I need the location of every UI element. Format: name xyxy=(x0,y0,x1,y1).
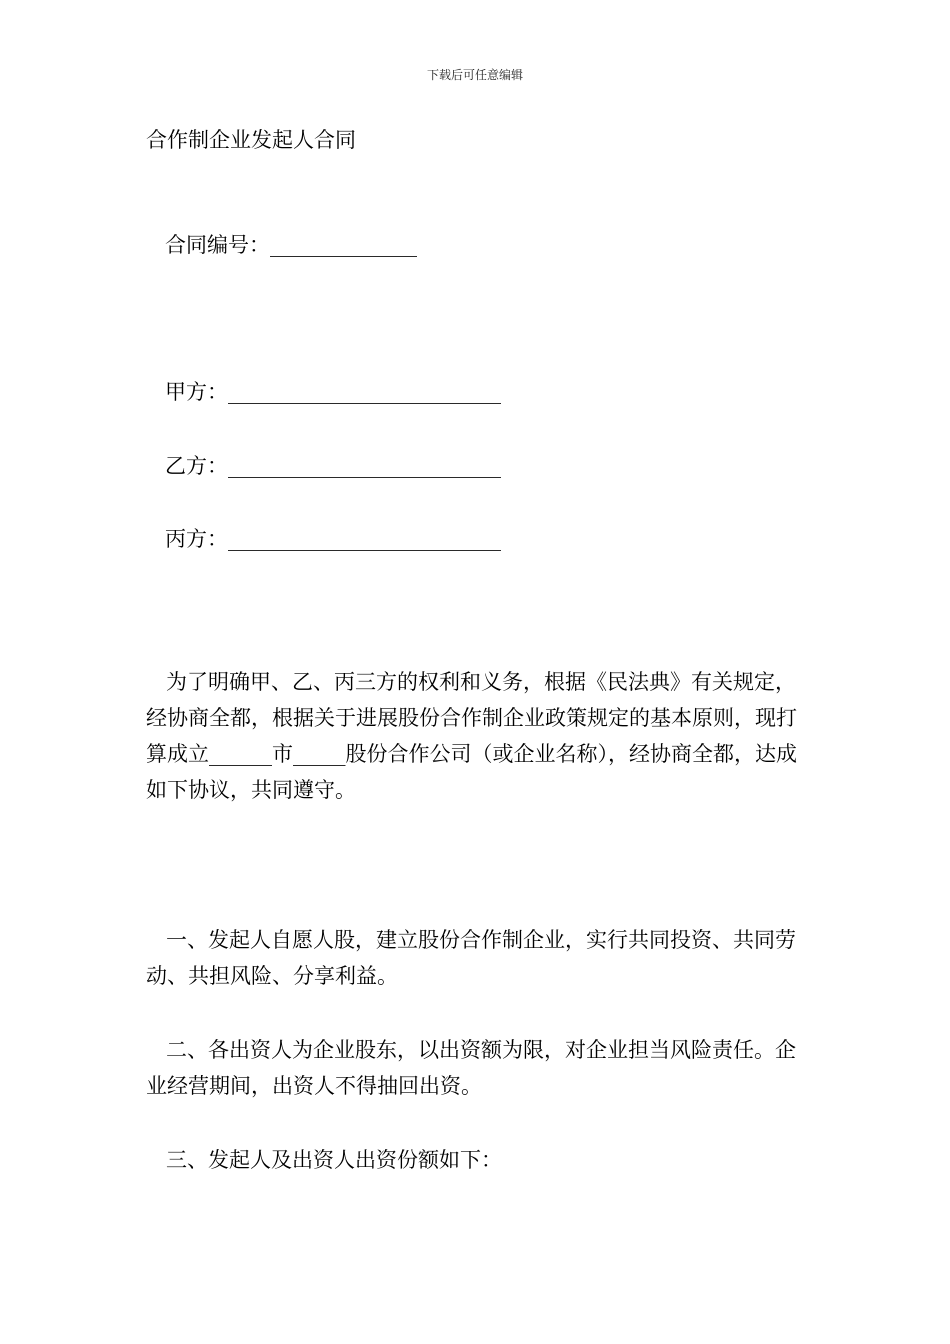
clause-3-text: 三、发起人及出资人出资份额如下： xyxy=(166,1148,502,1172)
party-b-field: 乙方：__________________________ xyxy=(165,454,501,478)
party-c-field: 丙方：__________________________ xyxy=(165,527,501,551)
intro-text: 为了明确甲、乙、丙三方的权利和义务，根据《民法典》有关规定，经协商全都，根据关于进展股份合作制企业政策规定的基本原则，现打算成立______市_____股份合作公司（或企业名称），经协商全都，达成如下协议，共同遵守。 xyxy=(146,670,797,802)
clause-1-text: 一、发起人自愿人股，建立股份合作制企业，实行共同投资、共同劳动、共担风险、分享利益。 xyxy=(146,928,796,988)
intro-paragraph xyxy=(146,664,814,808)
party-a-field: 甲方：__________________________ xyxy=(165,380,501,404)
header-note: 下载后可任意编辑 xyxy=(426,68,523,82)
clause-2 xyxy=(146,1032,814,1104)
contract-number-field: 合同编号：______________ xyxy=(165,233,417,257)
clause-1 xyxy=(146,922,814,994)
clause-3 xyxy=(146,1142,814,1178)
document-title: 合作制企业发起人合同 xyxy=(146,128,356,152)
clause-2-text: 二、各出资人为企业股东，以出资额为限，对企业担当风险责任。企业经营期间，出资人不得抽回出资。 xyxy=(146,1038,796,1098)
